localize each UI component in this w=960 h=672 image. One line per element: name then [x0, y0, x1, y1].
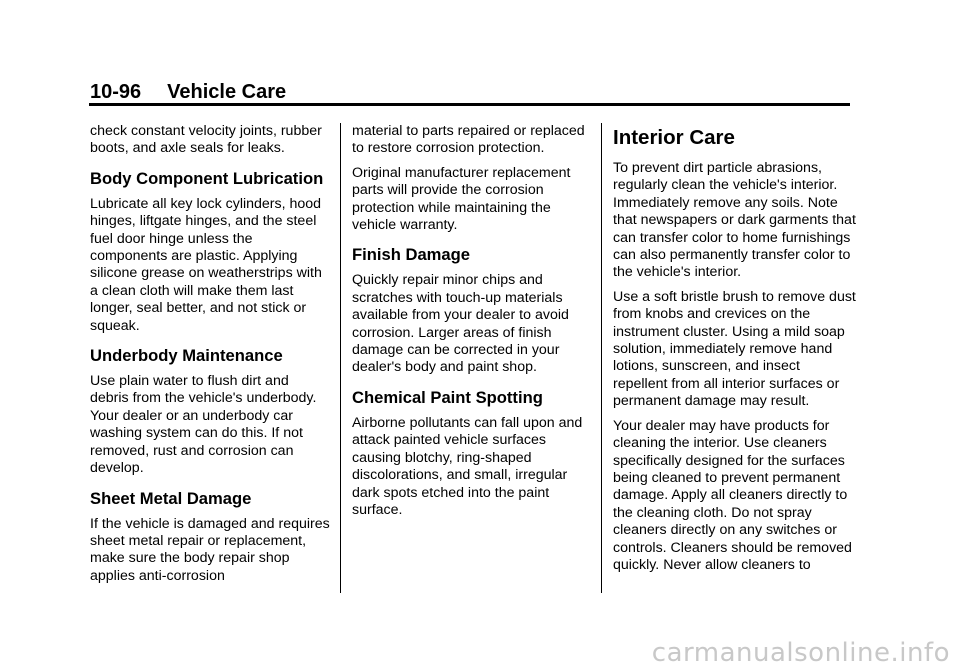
watermark: carmanualsonline.info [651, 638, 950, 668]
text-column-1 [90, 123, 330, 592]
heading-finish-damage: Finish Damage [352, 245, 471, 265]
interior-paragraph-2: Use a soft bristle brush to remove dust from knobs and crevices on the instrument cluster. Using a mild soap solution, immediately remove hand lotions, sunscreen, and insect repellent from all interior surfaces or permanent damage may result. [613, 288, 856, 410]
column-divider-1 [340, 123, 341, 593]
header-rule [89, 103, 850, 106]
heading-body-component-lubrication: Body Component Lubrication [90, 168, 324, 188]
interior-paragraph-1: To prevent dirt particle abrasions, regularly clean the vehicle's interior. Immediately remove any soils. Note that newspapers or dark garments that can transfer color to home furnishings can also permanently transfer color to the vehicle's interior. [613, 160, 856, 281]
intro-paragraph: check constant velocity joints, rubber boots, and axle seals for leaks. [90, 123, 322, 157]
column-divider-2 [601, 123, 602, 593]
underbody-paragraph: Use plain water to flush dirt and debris from the vehicle's underbody. Your dealer or an underbody car washing system can do this. If not removed, rust and corrosion can develop. [90, 373, 317, 477]
page-number: 10-96 [90, 81, 142, 103]
text-column-3 [613, 123, 857, 581]
heading-chemical-paint-spotting: Chemical Paint Spotting [352, 387, 543, 407]
interior-paragraph-3: Your dealer may have products for cleaning the interior. Use cleaners specifically designed for the surfaces being cleaned to prevent permanent damage. Apply all cleaners directly to the cleaning cloth. Do not spray cleaners directly on any switches or controls. Cleaners should be removed quickly. Never allow cleaners to [613, 417, 852, 573]
heading-sheet-metal-damage: Sheet Metal Damage [90, 488, 252, 508]
heading-interior-care: Interior Care [613, 126, 735, 149]
sheet-metal-paragraph: If the vehicle is damaged and requires sheet metal repair or replacement, make sure the body repair shop applies anti-corrosion [90, 515, 330, 584]
page-header [90, 80, 286, 104]
oem-parts-paragraph: Original manufacturer replacement parts will provide the corrosion protection while maintaining the vehicle warranty. [352, 164, 571, 234]
text-column-2 [352, 123, 592, 526]
section-title: Vehicle Care [167, 81, 287, 103]
chemical-paint-paragraph: Airborne pollutants can fall upon and attack painted vehicle surfaces causing blotchy, ring-shaped discolorations, and small, irregular dark spots etched into the paint surface. [352, 414, 583, 518]
finish-damage-paragraph: Quickly repair minor chips and scratches with touch-up materials available from your dealer to avoid corrosion. Larger areas of finish damage can be corrected in your dealer's body and paint shop. [352, 272, 569, 376]
body-lubrication-paragraph: Lubricate all key lock cylinders, hood hinges, liftgate hinges, and the steel fuel door hinge unless the components are plastic. Applying silicone grease on weatherstrips with a clean cloth will make them last longer, seal better, and not stick or squeak. [90, 195, 322, 334]
heading-underbody-maintenance: Underbody Maintenance [90, 346, 283, 366]
continued-paragraph: material to parts repaired or replaced to restore corrosion protection. [352, 123, 585, 157]
